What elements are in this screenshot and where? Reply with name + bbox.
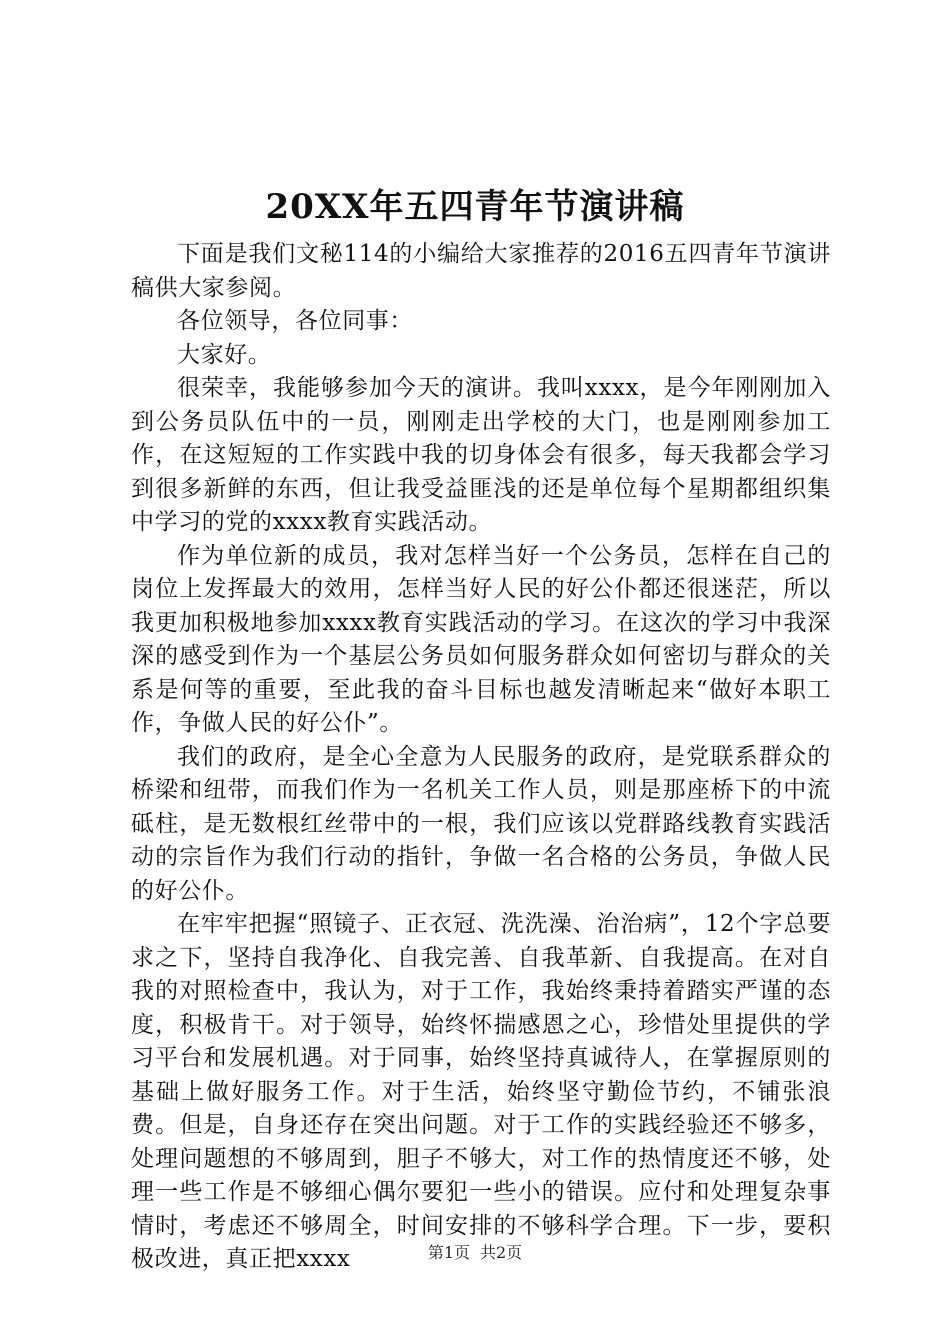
page-number: 第1页 [427,1243,470,1262]
paragraph-intro: 下面是我们文秘114的小编给大家推荐的2016五四青年节演讲稿供大家参阅。 [131,241,831,301]
paragraph-body-3: 我们的政府，是全心全意为人民服务的政府，是党联系群众的桥梁和纽带，而我们作为一名机关工作人员，则是那座桥下的中流砥柱，是无数根红丝带中的一根，我们应该以党群路线教育实践活动的宗旨作为我们行动的指针，争做一名合格的公务员，争做人民的好公仆。 [131,743,831,904]
paragraph-greeting: 大家好。 [177,341,272,368]
paragraph-salutation: 各位领导，各位同事： [177,308,413,334]
page-total: 共2页 [480,1243,523,1262]
page-footer [0,1241,950,1265]
document-title: 20XX年五四青年节演讲稿 [265,187,685,227]
paragraph-body-2: 作为单位新的成员，我对怎样当好一个公务员，怎样在自己的岗位上发挥最大的效用，怎样当好人民的好公仆都还很迷茫，所以我更加积极地参加xxxx教育实践活动的学习。在这次的学习中我深深的感受到作为一个基层公务员如何服务群众如何密切与群众的关系是何等的重要，至此我的奋斗目标也越发清晰起来“做好本职工作，争做人民的好公仆”。 [131,542,831,736]
paragraph-body-1: 很荣幸，我能够参加今天的演讲。我叫xxxx，是今年刚刚加入到公务员队伍中的一员，刚刚走出学校的大门，也是刚刚参加工作，在这短短的工作实践中我的切身体会有很多，每天我都会学习到很多新鲜的东西，但让我受益匪浅的还是单位每个星期都组织集中学习的党的xxxx教育实践活动。 [131,375,831,535]
paragraph-body-4: 在牢牢把握“照镜子、正衣冠、洗洗澡、治治病”，12个字总要求之下，坚持自我净化、自我完善、自我革新、自我提高。在对自我的对照检查中，我认为，对于工作，我始终秉持着踏实严谨的态度，积极肯干。对于领导，始终怀揣感恩之心，珍惜处里提供的学习平台和发展机遇。对于同事，始终坚持真诚待人，在掌握原则的基础上做好服务工作。对于生活，始终坚守勤俭节约，不铺张浪费。但是，自身还存在突出问题。对于工作的实践经验还不够多，处理问题想的不够周到，胆子不够大，对工作的热情度还不够，处理一些工作是不够细心偶尔要犯一些小的错误。应付和处理复杂事情时，考虑还不够周全，时间安排的不够科学合理。下一步，要积极改进，真正把xxxx [131,911,831,1272]
document-body [131,238,831,1277]
